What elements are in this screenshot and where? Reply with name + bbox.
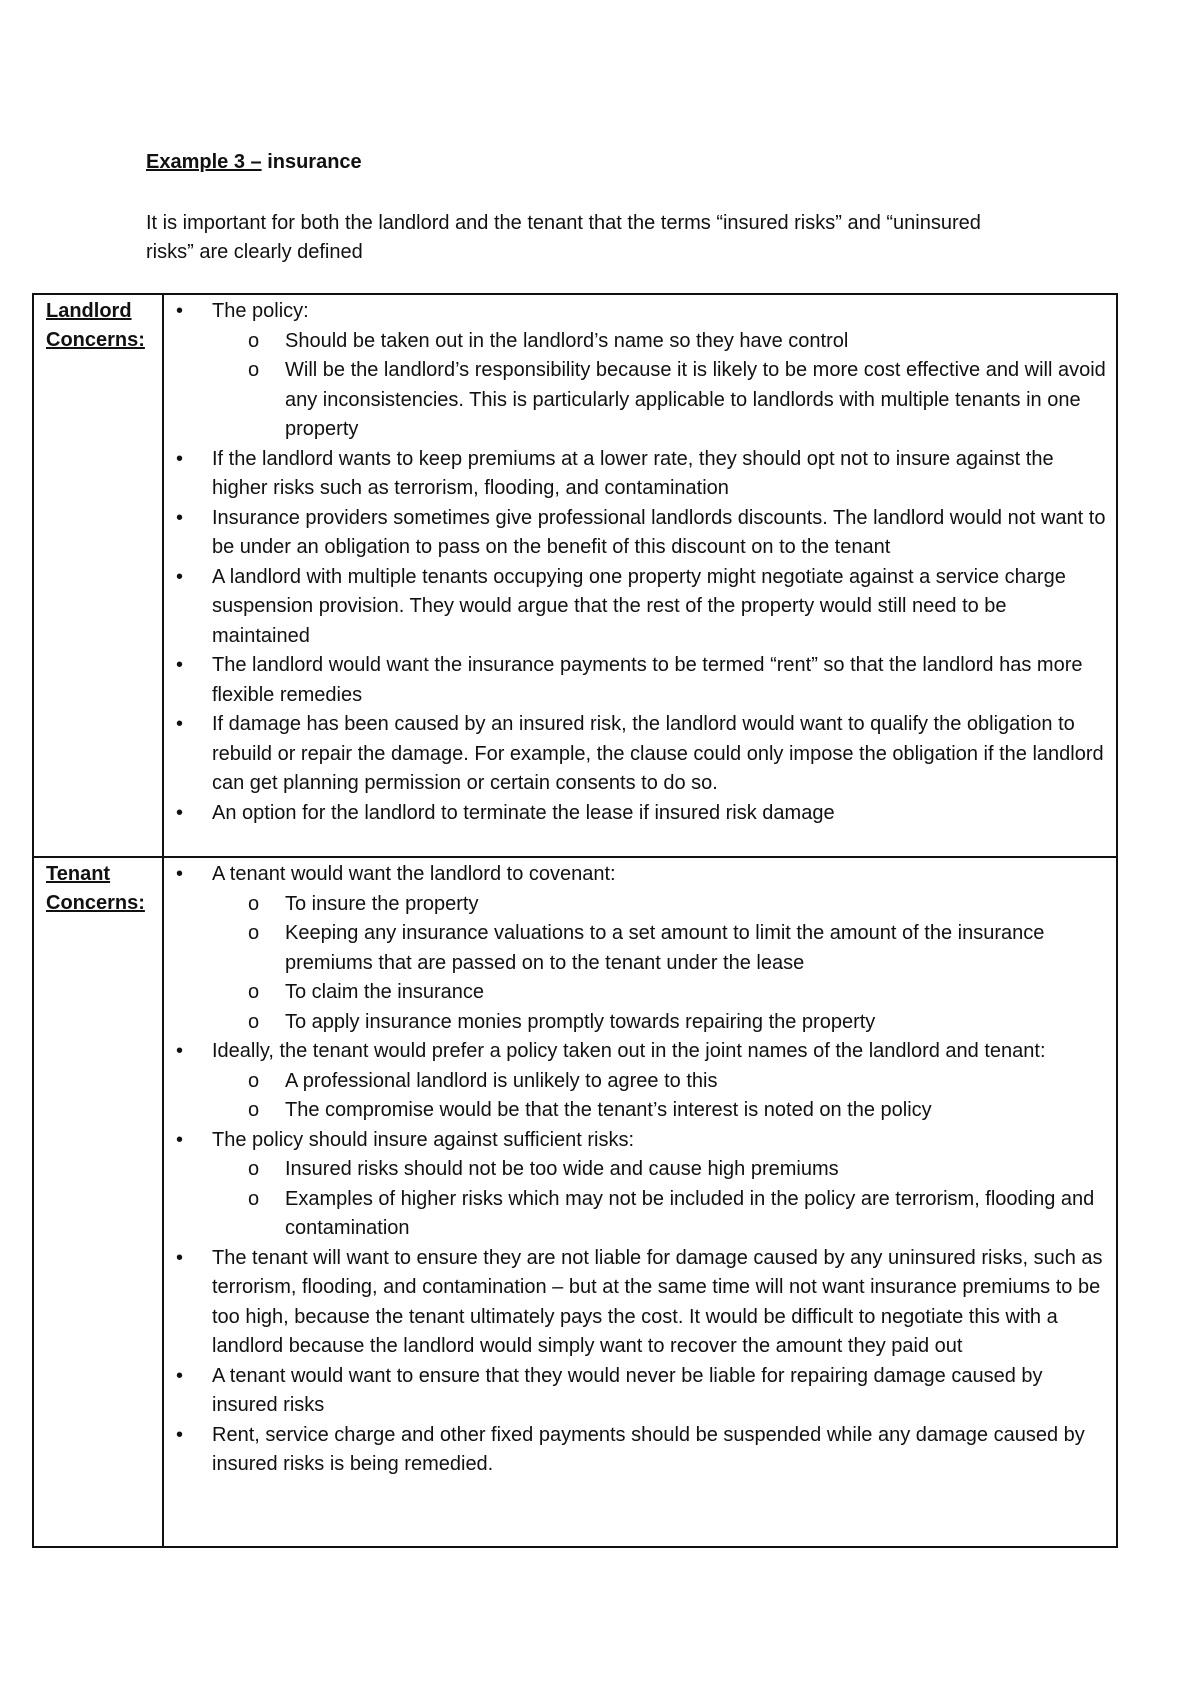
sub-bullet-list bbox=[212, 327, 1106, 445]
sub-bullet-item: o Will be the landlord’s responsibility because it is likely to be more cost effective and will avoid any inconsistencies. This is particularly applicable to landlords with multiple tenants in one property bbox=[285, 356, 1106, 445]
sub-bullet-item: o Insured risks should not be too wide and cause high premiums bbox=[285, 1155, 1106, 1185]
heading-example-label: Example 3 – bbox=[146, 151, 262, 173]
sub-bullet-list bbox=[212, 1067, 1106, 1126]
intro-paragraph: It is important for both the landlord and the tenant that the terms “insured risks” and “uninsured risks” are clearly defined bbox=[146, 212, 981, 263]
bullet-item: • The landlord would want the insurance payments to be termed “rent” so that the landlord has more flexible remedies bbox=[212, 651, 1106, 710]
bullet-item: • A tenant would want to ensure that they would never be liable for repairing damage caused by insured risks bbox=[212, 1362, 1106, 1421]
bullet-item: • A landlord with multiple tenants occupying one property might negotiate against a service charge suspension provision. They would argue that the rest of the property would still need to be maintained bbox=[212, 563, 1106, 652]
sub-bullet-item: o Examples of higher risks which may not be included in the policy are terrorism, flooding and contamination bbox=[285, 1185, 1106, 1244]
table-row-landlord bbox=[33, 294, 1117, 857]
heading-topic: insurance bbox=[267, 151, 362, 173]
row-content-cell bbox=[163, 294, 1117, 857]
bullet-item bbox=[212, 1037, 1106, 1126]
row-content-cell bbox=[163, 857, 1117, 1547]
sub-bullet-item: o The compromise would be that the tenant’s interest is noted on the policy bbox=[285, 1096, 1106, 1126]
bullet-item: • An option for the landlord to terminate the lease if insured risk damage bbox=[212, 799, 1106, 829]
bullet-item: • If the landlord wants to keep premiums at a lower rate, they should opt not to insure against the higher risks such as terrorism, flooding, and contamination bbox=[212, 445, 1106, 504]
concerns-table bbox=[32, 293, 1118, 1548]
sub-bullet-item: o To insure the property bbox=[285, 890, 1106, 920]
sub-bullet-list bbox=[212, 1155, 1106, 1244]
row-label-cell bbox=[33, 857, 163, 1547]
bullet-list bbox=[164, 858, 1116, 1480]
sub-bullet-list bbox=[212, 890, 1106, 1038]
bullet-item bbox=[212, 860, 1106, 1037]
sub-bullet-item: o To claim the insurance bbox=[285, 978, 1106, 1008]
sub-bullet-item: o To apply insurance monies promptly towards repairing the property bbox=[285, 1008, 1106, 1038]
bullet-text: A tenant would want the landlord to covenant: bbox=[212, 863, 616, 885]
bullet-item bbox=[212, 1126, 1106, 1244]
bullet-text: The policy: bbox=[212, 300, 309, 322]
row-label-tenant: Tenant Concerns: bbox=[46, 863, 145, 914]
bullet-text: The policy should insure against sufficient risks: bbox=[212, 1128, 635, 1151]
table-row-tenant bbox=[33, 857, 1117, 1547]
bullet-item: • If damage has been caused by an insured risk, the landlord would want to qualify the obligation to rebuild or repair the damage. For example, the clause could only impose the obligation if the landlord can get planning permission or certain consents to do so. bbox=[212, 710, 1106, 799]
sub-bullet-item: o Keeping any insurance valuations to a set amount to limit the amount of the insurance premiums that are passed on to the tenant under the lease bbox=[285, 919, 1106, 978]
bullet-item: • The tenant will want to ensure they are not liable for damage caused by any uninsured risks, such as terrorism, flooding, and contamination – but at the same time will not want insurance premiums to be too high, because the tenant ultimately pays the cost. It would be difficult to negotiate this with a landlord because the landlord would simply want to recover the amount they paid out bbox=[212, 1244, 1106, 1362]
bullet-item bbox=[212, 297, 1106, 445]
sub-bullet-item: o A professional landlord is unlikely to agree to this bbox=[285, 1067, 1106, 1097]
document-heading bbox=[146, 150, 362, 174]
row-label-landlord: Landlord Concerns: bbox=[46, 300, 145, 351]
row-label-cell bbox=[33, 294, 163, 857]
bullet-text: Ideally, the tenant would prefer a policy taken out in the joint names of the landlord and tenant: bbox=[212, 1040, 1046, 1062]
bullet-list bbox=[164, 295, 1116, 828]
sub-bullet-item: o Should be taken out in the landlord’s name so they have control bbox=[285, 327, 1106, 357]
bullet-item: • Insurance providers sometimes give professional landlords discounts. The landlord would not want to be under an obligation to pass on the benefit of this discount on to the tenant bbox=[212, 504, 1106, 563]
bullet-item: • Rent, service charge and other fixed payments should be suspended while any damage caused by insured risks is being remedied. bbox=[212, 1421, 1106, 1480]
